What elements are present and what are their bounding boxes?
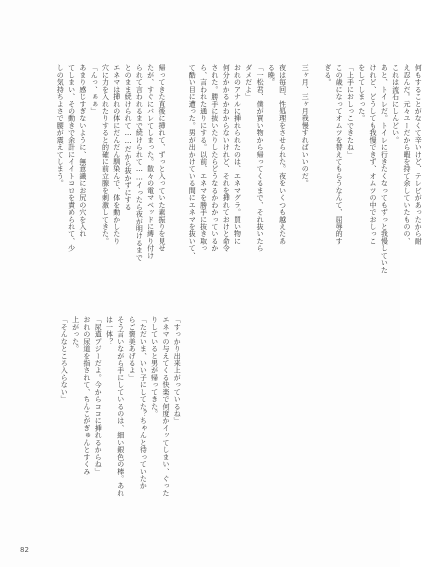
paragraph-block-top-left: 帰ってきた直後に挿れて、ずっと入っていた素振りを見せ たが、すぐにバレてしまった。散々の電マベッドに縛り付け られて言われるまで続けられて……イったら夜が明けるまで とのまま続けられて……だから抜かずにする エネマは挿れの体にだんだん馴染んで、体を動かしたり 穴に力を入れたりすると的確に前立腺を刺激してきた。 「んっ、ぁぁ」 あまり感じすぎないように、無意識にお尻の穴を入れ てしまい、その動きで余計にイイトコロを責められて、少 しの気持ちよさで腰が震えてしまう。 [56,64,166,261]
paragraph-block-bottom-left: 「すっかり出来上がっているね」 エネマの与えてくる快楽で何度かイッてしまい、ぐった りしていると男が帰ってきた。 「ただいま、いい子にしてた？ちゃんと待っていたか らご褒美あげるよ」 そう言いながら手にしているのは、細い銀色の棒。あれ は一体？ 「尿道プジーだよ。今からココに挿れるからね」 おれの尿道を指されて、ちんこがぎゅんとすくみ 上がった。 「そんなところ入らない」 [60,316,182,497]
paragraph-block-top-right: 何もすることがなくて辛いけど、テレビがあったから耐 え忍んだ。元々ユーだから暇を持て余していたものの、 これは流石にしんどい。 あと、トイレだ。トイレに行きたくなってもずっと我慢していた けれど、どうしても我慢できず、オムツの中でおしっこ をしてしまった。 「上手におしっこできたね」 この歳になってオムツを替えてもらうなんて、屈辱的す ぎる。 三ヶ月、三ヶ月我慢すればいいのだ。 夜は毎回、性処理をさせられた。夜をいくつも越えたあ る晩。 「一松君、僕が買い物から帰ってくるまで、それ抜いたら ダメだよ」 おれのアナルに挿れられたのは、エネマグラ。買い物に 何分かかるかわからないけれど、それを挿れておけと命令 された。勝手に抜いたりしたらどうなるかわかっているか ら、言われた通りにする。以前、エネマを勝手に抜き取っ て酷い目に遭った。男が出かけている間にエネマを抜いて、 [188,64,423,274]
page-number: 82 [20,546,29,554]
